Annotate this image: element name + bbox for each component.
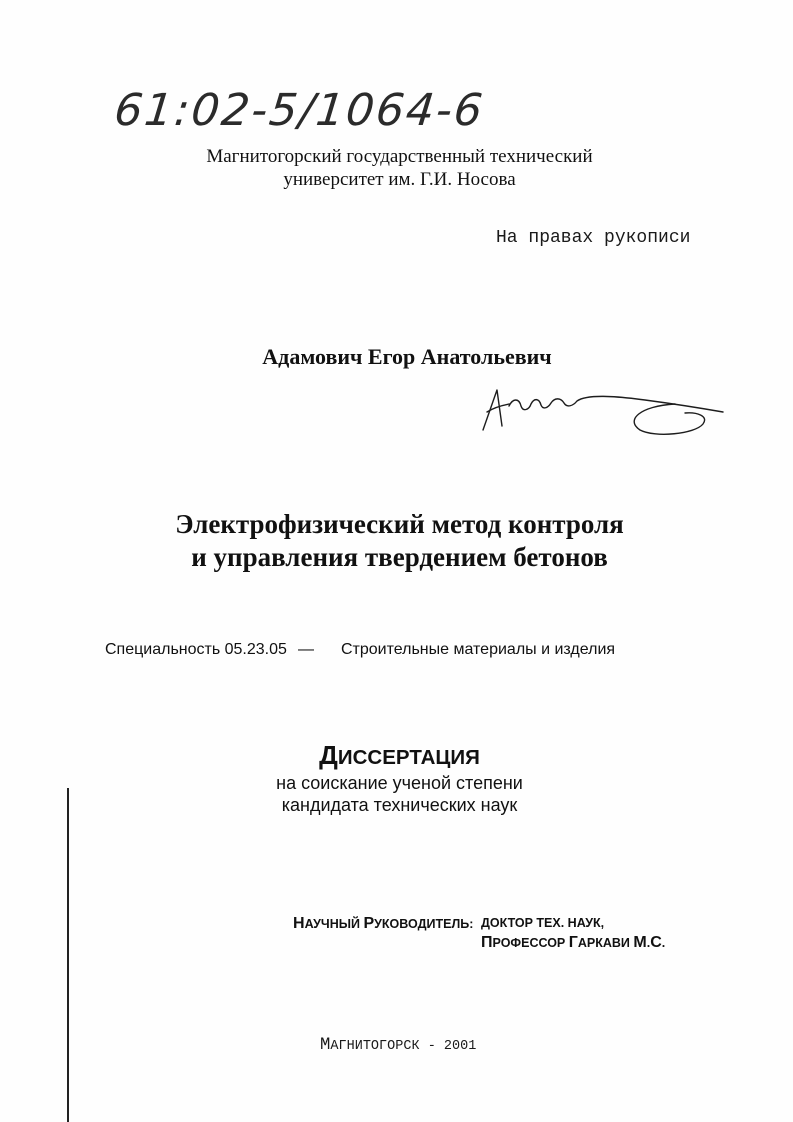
scan-edge-line (67, 788, 69, 1122)
small-caps-initial: Д (319, 740, 338, 770)
small-caps-initial: П (481, 934, 493, 951)
handwritten-catalog-number: 61:02-5/1064-6 (112, 85, 487, 136)
dissertation-title (0, 508, 793, 574)
author-name: Адамович Егор Анатольевич (262, 344, 552, 369)
specialty-dash: — (298, 641, 314, 658)
work-type-heading: ДИССЕРТАЦИЯ (319, 740, 480, 770)
institution-block (0, 145, 793, 191)
institution-line-2: университет им. Г.И. Носова (283, 169, 516, 190)
institution-line-1: Магнитогорский государственный технический (206, 146, 593, 167)
degree-line-1: на соискание ученой степени (276, 773, 523, 793)
manuscript-rights-note: На правах рукописи (496, 228, 691, 248)
place-and-year: МАГНИТОГОРСК - 2001 (320, 1036, 477, 1055)
small-caps-initial: Н (293, 915, 305, 932)
small-caps-initial: М (633, 934, 647, 951)
author-signature (475, 380, 725, 445)
supervisor-degree: ДОКТОР ТЕХ. НАУК, (481, 916, 605, 930)
small-caps-initial: С (650, 934, 662, 951)
title-line-1: Электрофизический метод контроля (175, 509, 624, 539)
specialty-code: Специальность 05.23.05 (105, 641, 287, 658)
supervisor-name: ПРОФЕССОР ГАРКАВИ М.С. (481, 934, 666, 951)
supervisor-label: НАУЧНЫЙ РУКОВОДИТЕЛЬ: (293, 915, 474, 932)
small-caps-initial: Р (363, 915, 375, 932)
degree-line-2: кандидата технических наук (281, 795, 518, 815)
degree-description (0, 772, 793, 816)
small-caps-initial: М (320, 1036, 331, 1055)
title-line-2: и управления твердением бетонов (191, 542, 608, 572)
small-caps-initial: Г (568, 934, 578, 951)
specialty-name: Строительные материалы и изделия (341, 641, 616, 658)
